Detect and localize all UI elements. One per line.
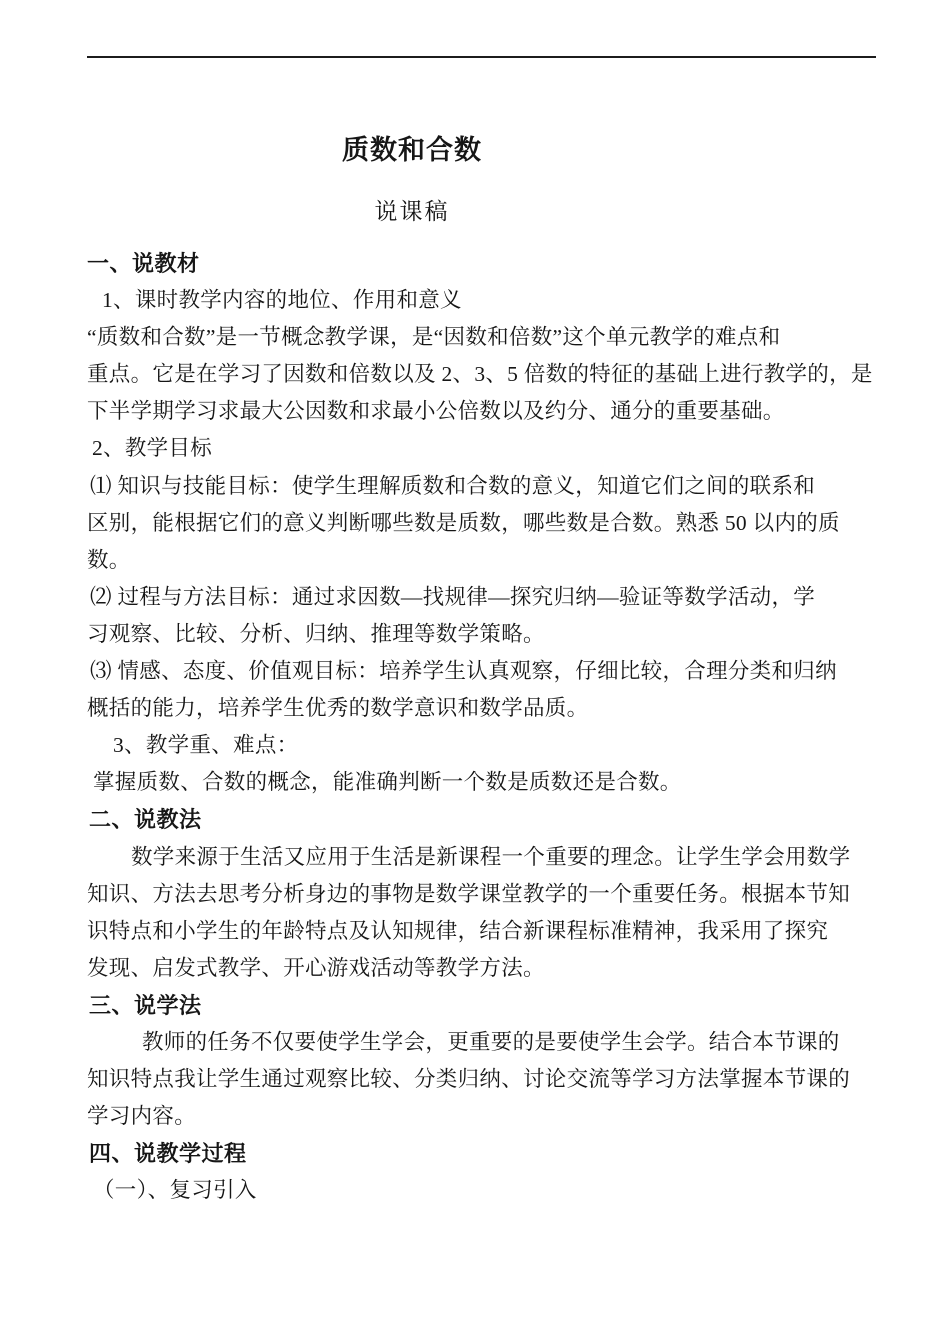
text-line: 2、教学目标 <box>92 436 213 461</box>
text-line: 概括的能力，培养学生优秀的数学意识和数学品质。 <box>87 696 589 721</box>
text-line: 3、教学重、难点： <box>113 733 299 758</box>
text-line: 知识特点我让学生通过观察比较、分类归纳、讨论交流等学习方法掌握本节课的 <box>87 1067 851 1092</box>
text-line: 发现、启发式教学、开心游戏活动等教学方法。 <box>87 955 545 980</box>
text-line: （一）、复习引入 <box>93 1178 257 1203</box>
text-line: 区别，能根据它们的意义判断哪些数是质数，哪些数是合数。熟悉 50 以内的质 <box>87 510 840 535</box>
document-title: 质数和合数 <box>342 135 482 165</box>
text-line: 习观察、比较、分析、归纳、推理等数学策略。 <box>87 621 545 646</box>
section-heading: 四、说教学过程 <box>89 1141 247 1167</box>
section-heading: 二、说教法 <box>89 807 202 833</box>
document-content <box>87 120 877 1209</box>
text-line: 数学来源于生活又应用于生活是新课程一个重要的理念。让学生学会用数学 <box>131 844 851 869</box>
text-line: 识特点和小学生的年龄特点及认知规律，结合新课程标准精神，我采用了探究 <box>87 918 829 943</box>
text-line: 下半学期学习求最大公因数和求最小公倍数以及约分、通分的重要基础。 <box>87 399 785 424</box>
text-line: 数。 <box>87 547 131 572</box>
text-line: ⑵ 过程与方法目标：通过求因数—找规律—探究归纳—验证等数学活动，学 <box>90 584 816 609</box>
text-line: ⑴ 知识与技能目标：使学生理解质数和合数的意义，知道它们之间的联系和 <box>90 473 816 498</box>
text-line: 重点。它是在学习了因数和倍数以及 2、3、5 倍数的特征的基础上进行教学的，是 <box>87 362 873 387</box>
document-body <box>87 245 877 1209</box>
text-line: 掌握质数、合数的概念，能准确判断一个数是质数还是合数。 <box>93 770 682 795</box>
text-line: 知识、方法去思考分析身边的事物是数学课堂教学的一个重要任务。根据本节知 <box>87 881 851 906</box>
section-heading: 三、说学法 <box>89 992 202 1018</box>
text-line: “质数和合数”是一节概念教学课，是“因数和倍数”这个单元教学的难点和 <box>87 325 781 350</box>
text-line: 教师的任务不仅要使学生学会，更重要的是要使学生会学。结合本节课的 <box>142 1029 840 1054</box>
horizontal-rule <box>87 56 876 58</box>
text-line: 1、课时教学内容的地位、作用和意义 <box>102 288 462 313</box>
text-line: ⑶ 情感、态度、价值观目标：培养学生认真观察，仔细比较，合理分类和归纳 <box>90 659 837 684</box>
text-line: 学习内容。 <box>87 1104 197 1129</box>
document-subtitle: 说课稿 <box>374 199 450 224</box>
section-heading: 一、说教材 <box>87 251 200 276</box>
